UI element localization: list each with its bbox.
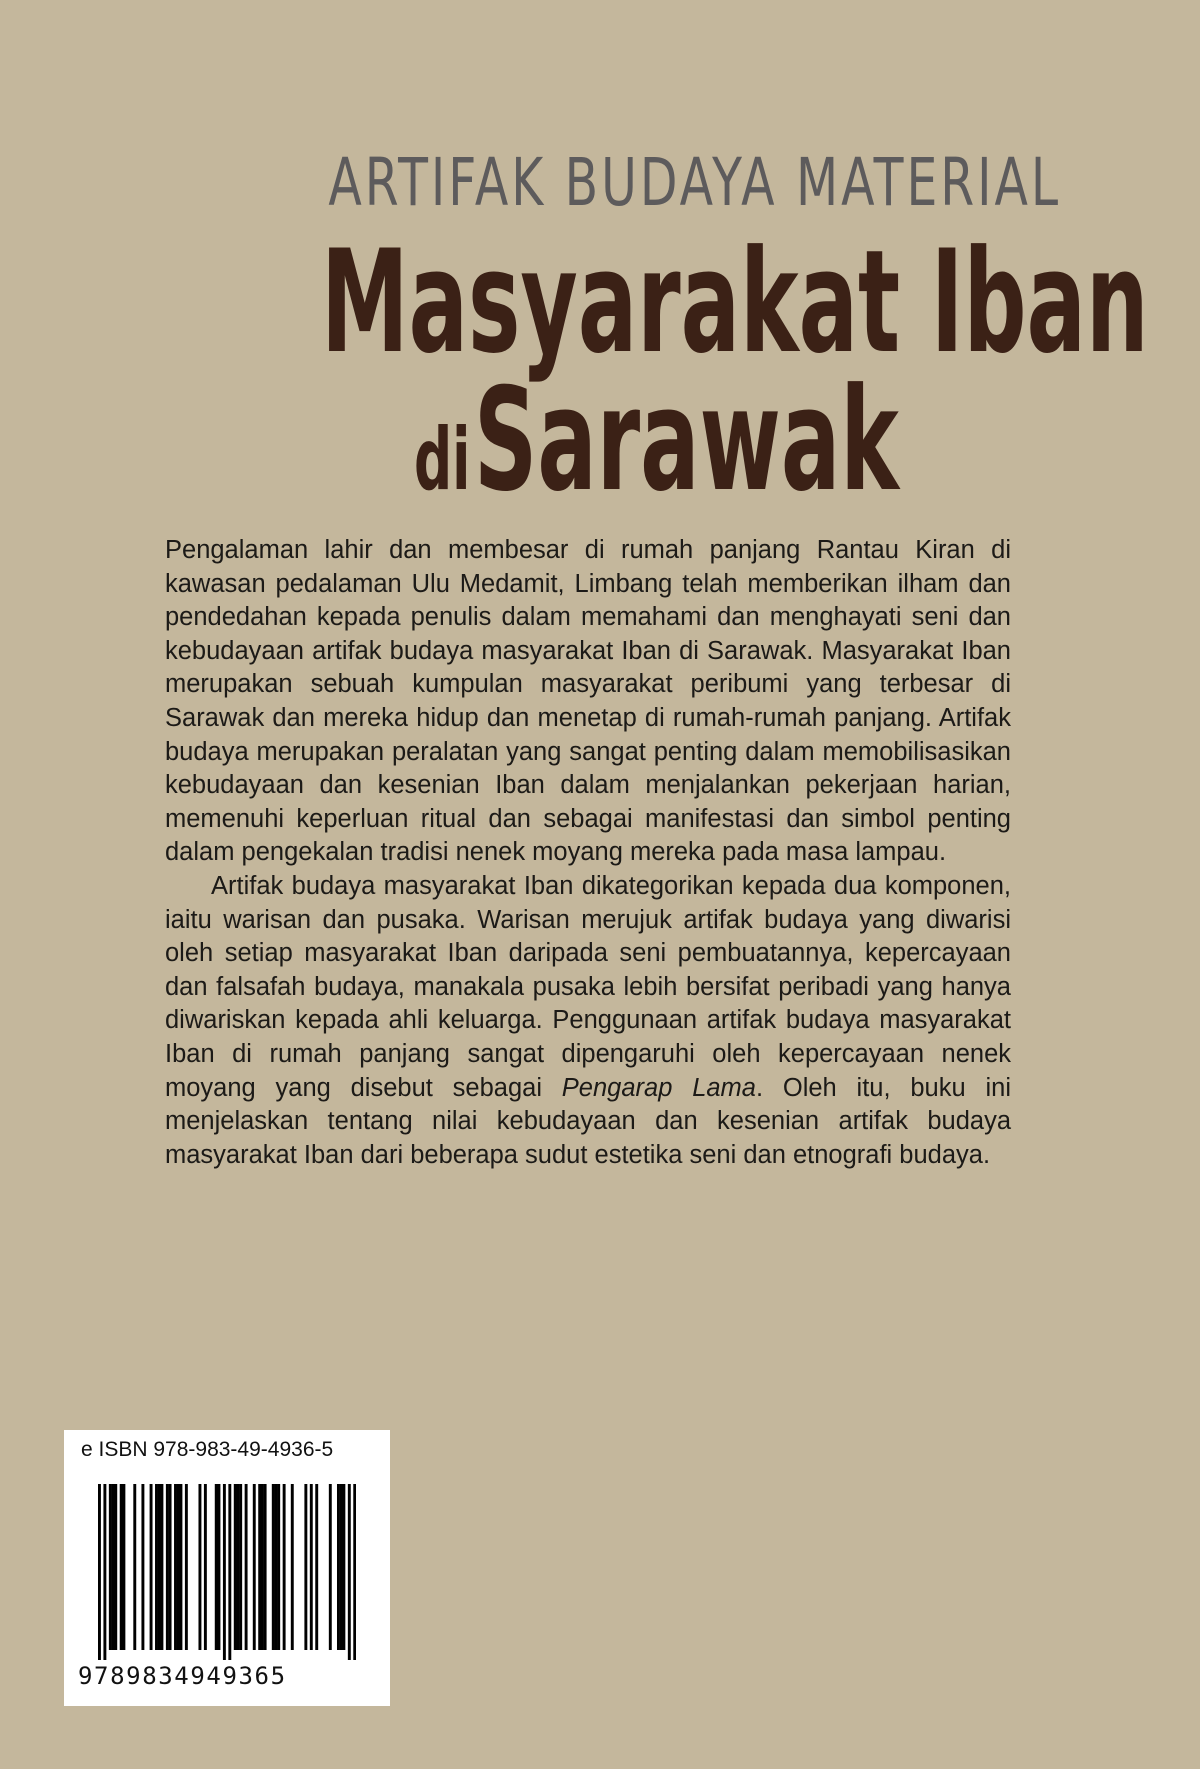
- barcode-bar: [158, 1484, 161, 1650]
- barcode-bar: [122, 1484, 125, 1650]
- barcode-bar: [160, 1484, 163, 1650]
- barcode-bar: [120, 1484, 123, 1650]
- cover-title-line1: Masyarakat Iban: [321, 220, 1149, 385]
- barcode-bar: [234, 1484, 237, 1650]
- isbn-label: e ISBN 978-983-49-4936-5: [81, 1438, 334, 1461]
- barcode-bar: [166, 1484, 169, 1650]
- barcode-bar: [272, 1484, 275, 1650]
- cover-title-di: di: [414, 410, 471, 510]
- barcode-bar: [133, 1484, 136, 1650]
- blurb-text: [165, 534, 1011, 1172]
- barcode-bar: [245, 1484, 248, 1650]
- barcode-bar: [204, 1484, 207, 1650]
- barcode-bar: [261, 1484, 264, 1650]
- barcode-bar: [174, 1484, 177, 1650]
- barcode-bar: [253, 1484, 256, 1650]
- blurb-italic-term: Pengarap Lama: [561, 1073, 756, 1102]
- barcode-bar: [150, 1484, 153, 1650]
- barcode-bar: [114, 1484, 117, 1650]
- cover-title-line2: [414, 358, 899, 523]
- isbn-barcode-box: [64, 1430, 390, 1706]
- barcode-bar: [291, 1484, 294, 1650]
- barcode-bar: [277, 1484, 280, 1650]
- barcode-bar: [223, 1484, 226, 1660]
- barcode-bar: [141, 1484, 144, 1650]
- blurb-paragraph-1: Pengalaman lahir dan membesar di rumah panjang Rantau Kiran di kawasan pedalaman Ulu Medamit, Limbang telah memberikan ilham dan pendedahan kepada penulis dalam memahami dan menghayati seni dan kebudayaan artifak budaya masyarakat Iban di Sarawak. Masyarakat Iban merupakan sebuah kumpulan masyarakat peribumi yang terbesar di Sarawak dan mereka hidup dan menetap di rumah-rumah panjang. Artifak budaya merupakan peralatan yang sangat penting dalam memobilisasikan kebudayaan dan kesenian Iban dalam menjalankan pekerjaan harian, memenuhi keperluan ritual dan sebagai manifestasi dan simbol penting dalam pengekalan tradisi nenek moyang mereka pada masa lampau.: [165, 536, 1011, 867]
- barcode-bar: [179, 1484, 182, 1650]
- barcode-bar: [329, 1484, 332, 1650]
- blurb-paragraph-2-part1: Artifak budaya masyarakat Iban dikategorikan kepada dua komponen, iaitu warisan dan pusaka. Warisan merujuk artifak budaya yang diwarisi oleh setiap masyarakat Iban daripada seni pembuatannya, kepercayaan dan falsafah budaya, manakala pusaka lebih bersifat peribadi yang hanya diwariskan kepada ahli keluarga. Penggunaan artifak budaya masyarakat Iban di rumah panjang sangat dipengaruhi oleh kepercayaan nenek moyang yang disebut sebagai: [165, 871, 1011, 1102]
- barcode-bar: [103, 1484, 106, 1660]
- barcode-bar: [237, 1484, 240, 1650]
- blurb-paragraph-2: [165, 870, 1011, 1172]
- barcode-bar: [185, 1484, 188, 1650]
- barcode-bar: [304, 1484, 307, 1650]
- barcode-digits: 9789834949365: [78, 1662, 287, 1690]
- barcode-bar: [109, 1484, 112, 1650]
- barcode-bar: [215, 1484, 218, 1650]
- barcode-bar: [315, 1484, 318, 1650]
- barcode-bar: [353, 1484, 356, 1660]
- barcode-bar: [342, 1484, 345, 1650]
- blurb-paragraph-2-part2: . Oleh itu, buku ini menjelaskan tentang nilai kebudayaan dan kesenian artifak budaya masyarakat Iban dari beberapa sudut estetika seni dan etnografi budaya.: [165, 1073, 1011, 1169]
- barcode-bar: [239, 1484, 242, 1650]
- barcode-bar: [275, 1484, 278, 1650]
- barcode-icon: [98, 1484, 356, 1660]
- barcode-bar: [155, 1484, 158, 1650]
- barcode-bar: [228, 1484, 231, 1660]
- barcode-bar: [283, 1484, 286, 1650]
- barcode-bar: [310, 1484, 313, 1650]
- barcode-bar: [264, 1484, 267, 1650]
- barcode-bar: [177, 1484, 180, 1650]
- cover-title-sarawak: Sarawak: [473, 358, 899, 523]
- barcode-bar: [169, 1484, 172, 1650]
- barcode-bar: [112, 1484, 115, 1650]
- barcode-bar: [98, 1484, 101, 1660]
- barcode-bar: [217, 1484, 220, 1650]
- barcode-bar: [198, 1484, 201, 1650]
- barcode-bar: [258, 1484, 261, 1650]
- barcode-bar: [340, 1484, 343, 1650]
- cover-kicker: ARTIFAK BUDAYA MATERIAL: [328, 144, 1062, 221]
- barcode-bar: [348, 1484, 351, 1660]
- barcode-bar: [337, 1484, 340, 1650]
